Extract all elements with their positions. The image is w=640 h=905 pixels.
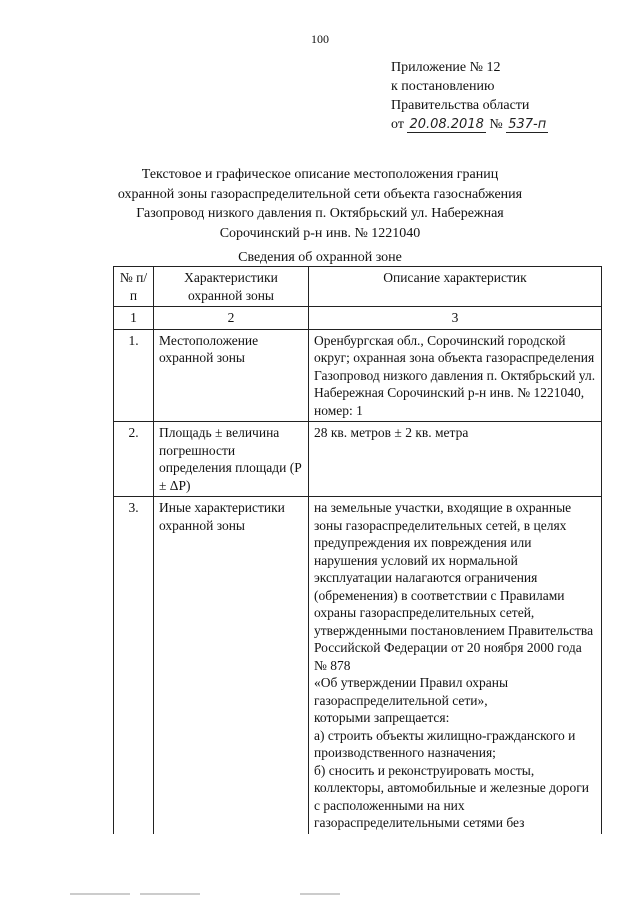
protection-zone-table xyxy=(113,266,602,834)
appendix-number-sign: № xyxy=(489,117,503,132)
title-line-3: Газопровод низкого давления п. Октябрьский ул. Набережная xyxy=(136,206,504,221)
row-description: Оренбургская обл., Сорочинский городской округ; охранная зона объекта газораспределения Газопровод низкого давления п. Октябрьский ул. Набережная Сорочинский р-н инв. № 1221040, номер: 1 xyxy=(309,329,602,422)
row-characteristic: Площадь ± величина погрешности определения площади (P ± ΔP) xyxy=(154,422,309,497)
row-number: 3. xyxy=(114,497,154,834)
table-header-row xyxy=(114,267,602,307)
scan-artifact xyxy=(140,893,200,895)
scan-artifact xyxy=(70,893,130,895)
row-description: 28 кв. метров ± 2 кв. метра xyxy=(309,422,602,497)
row-number: 2. xyxy=(114,422,154,497)
table-column-numbers-row xyxy=(114,307,602,330)
header-characteristics: Характеристики охранной зоны xyxy=(154,267,309,307)
description-paragraph: а) строить объекты жилищно-гражданского и производственного назначения; xyxy=(314,727,576,760)
row-characteristic: Иные характеристики охранной зоны xyxy=(154,497,309,834)
table-title: Сведения об охранной зоне xyxy=(238,250,402,265)
handwritten-number: 537-п xyxy=(508,117,547,132)
table-row xyxy=(114,497,602,834)
handwritten-date: 20.08.2018 xyxy=(409,117,484,132)
title-line-2: охранной зоны газораспределительной сети объекта газоснабжения xyxy=(117,186,523,202)
appendix-from-label: от xyxy=(391,117,404,132)
description-paragraph: на земельные участки, входящие в охранные зоны газораспределительных сетей, в целях предупреждения их повреждения или нарушения условий их нормальной эксплуатации налагаются ограничения (обременения) в соответствии с Правилами охраны газораспределительных сетей, утвержденными постановлением Правительства Российской Федерации от 20 ноября 2000 года № 878 xyxy=(314,500,594,673)
table-row xyxy=(114,329,602,422)
appendix-block xyxy=(391,58,548,134)
column-number-1: 1 xyxy=(114,307,154,330)
column-number-2: 2 xyxy=(154,307,309,330)
header-number: № п/п xyxy=(114,267,154,307)
appendix-date-line xyxy=(391,115,548,134)
header-description: Описание характеристик xyxy=(309,267,602,307)
title-line-4: Сорочинский р-н инв. № 1221040 xyxy=(219,225,421,241)
row-description-multiline xyxy=(309,497,602,834)
appendix-line-1: Приложение № 12 xyxy=(391,60,501,75)
scan-artifact xyxy=(300,893,340,895)
document-title xyxy=(80,165,560,243)
description-paragraph: б) сносить и реконструировать мосты, коллекторы, автомобильные и железные дороги с расположенными на них газораспределительными сетями без xyxy=(314,762,590,830)
title-line-1: Текстовое и графическое описание местоположения границ xyxy=(141,167,499,182)
page-number: 100 xyxy=(311,32,329,46)
appendix-line-2: к постановлению xyxy=(391,79,495,94)
description-paragraph: «Об утверждении Правил охраны газораспределительной сети», xyxy=(314,675,509,708)
column-number-3: 3 xyxy=(309,307,602,330)
row-characteristic: Местоположение охранной зоны xyxy=(154,329,309,422)
table-row xyxy=(114,422,602,497)
appendix-line-3: Правительства области xyxy=(391,98,530,113)
row-number: 1. xyxy=(114,329,154,422)
description-paragraph: которыми запрещается: xyxy=(314,710,450,725)
